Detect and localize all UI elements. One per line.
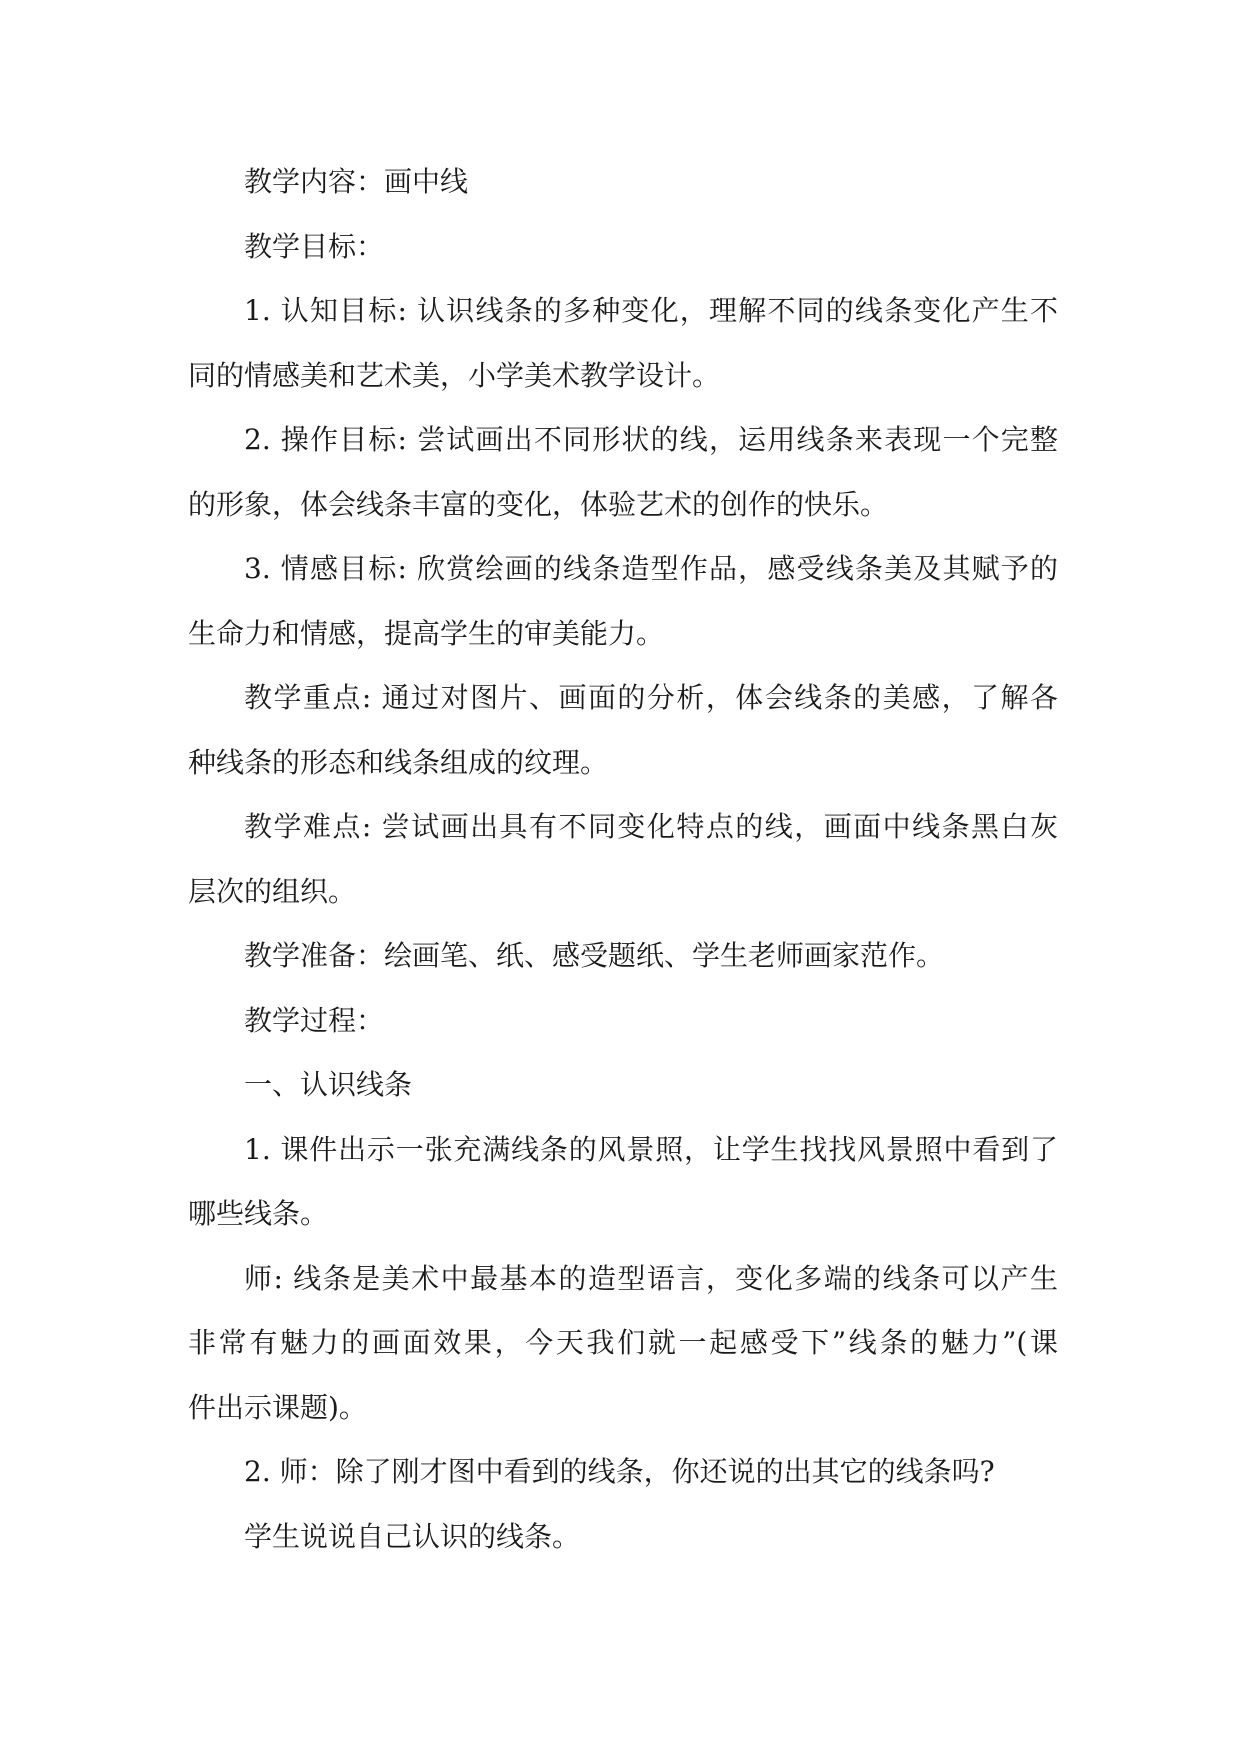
paragraph bbox=[188, 215, 1058, 280]
text-line: 生命力和情感，提高学生的审美能力。 bbox=[188, 616, 665, 650]
paragraph bbox=[188, 408, 1058, 537]
text-line: 同的情感美和艺术美，小学美术教学设计。 bbox=[188, 358, 721, 392]
text-line: 一、认识线条 bbox=[244, 1068, 413, 1101]
text-line: 层次的组织。 bbox=[188, 874, 357, 908]
paragraph bbox=[188, 1053, 1058, 1118]
text-line: 非常有魅力的画面效果，今天我们就一起感受下”线条的魅力”(课 bbox=[188, 1326, 1058, 1359]
text-line: 师: 线条是美术中最基本的造型语言，变化多端的线条可以产生 bbox=[244, 1261, 1058, 1295]
paragraph bbox=[188, 989, 1058, 1054]
text-line: 教学准备：绘画笔、纸、感受题纸、学生老师画家范作。 bbox=[244, 939, 945, 972]
paragraph bbox=[188, 1247, 1058, 1441]
paragraph bbox=[188, 279, 1058, 408]
text-line: 教学重点: 通过对图片、画面的分析，体会线条的美感，了解各 bbox=[244, 681, 1058, 714]
document-body bbox=[188, 150, 1058, 1569]
text-line: 1. 认知目标: 认识线条的多种变化，理解不同的线条变化产生不 bbox=[244, 294, 1058, 327]
text-line: 教学过程： bbox=[244, 1003, 385, 1037]
text-line: 件出示课题)。 bbox=[188, 1390, 367, 1424]
text-line: 种线条的形态和线条组成的纹理。 bbox=[188, 745, 609, 779]
text-line: 1. 课件出示一张充满线条的风景照，让学生找找风景照中看到了 bbox=[244, 1132, 1058, 1166]
text-line: 3. 情感目标: 欣赏绘画的线条造型作品，感受线条美及其赋予的 bbox=[244, 552, 1058, 585]
text-line: 教学内容：画中线 bbox=[244, 165, 469, 198]
text-line: 2. 师：除了刚才图中看到的线条，你还说的出其它的线条吗? bbox=[244, 1455, 995, 1488]
text-line: 的形象，体会线条丰富的变化，体验艺术的创作的快乐。 bbox=[188, 487, 889, 521]
text-line: 2. 操作目标: 尝试画出不同形状的线，运用线条来表现一个完整 bbox=[244, 423, 1058, 456]
paragraph bbox=[188, 1505, 1058, 1570]
paragraph bbox=[188, 150, 1058, 215]
text-line: 学生说说自己认识的线条。 bbox=[244, 1519, 581, 1553]
paragraph bbox=[188, 666, 1058, 795]
text-line: 教学难点: 尝试画出具有不同变化特点的线，画面中线条黑白灰 bbox=[244, 810, 1058, 843]
paragraph bbox=[188, 537, 1058, 666]
paragraph bbox=[188, 924, 1058, 989]
text-line: 哪些线条。 bbox=[188, 1197, 329, 1230]
paragraph bbox=[188, 795, 1058, 924]
text-line: 教学目标： bbox=[244, 229, 385, 263]
paragraph bbox=[188, 1118, 1058, 1247]
paragraph bbox=[188, 1440, 1058, 1505]
